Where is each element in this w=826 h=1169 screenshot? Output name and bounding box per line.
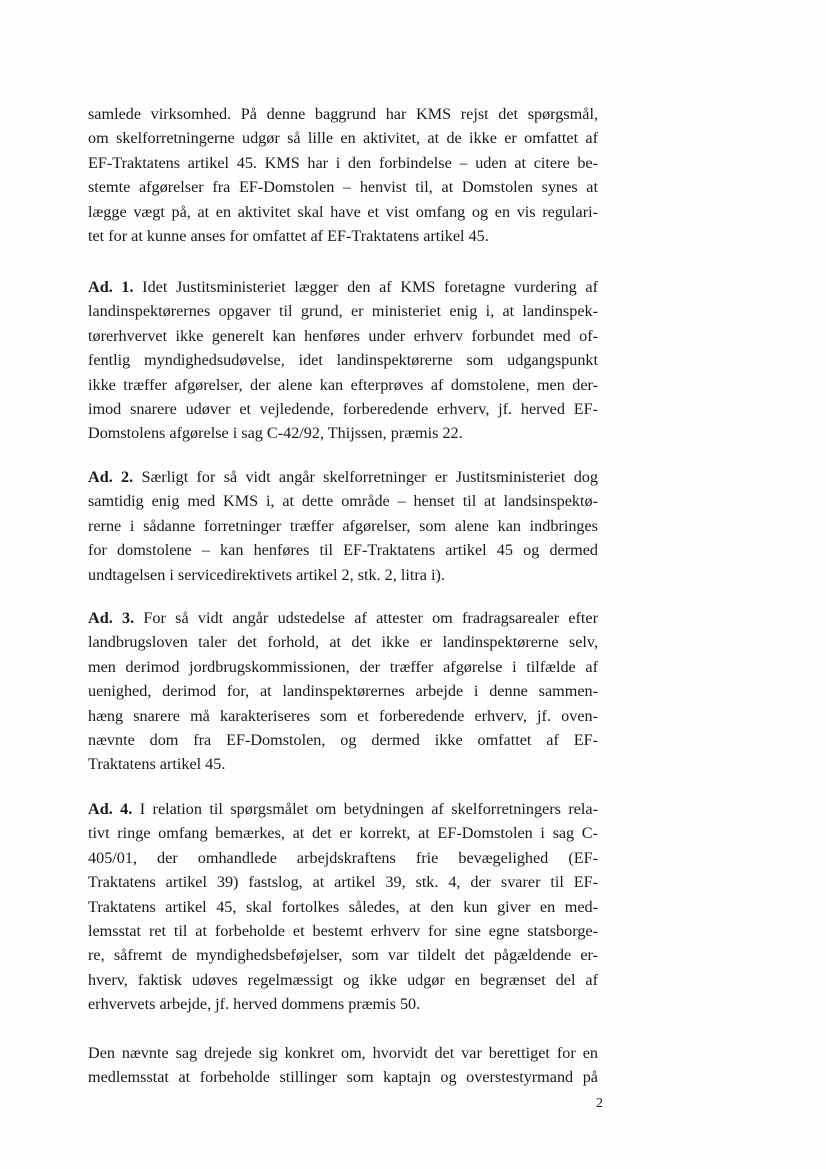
text-line: ikke træffer afgørelser, der alene kan efterprøves af domstolene, men der- [88,375,598,394]
text-line: hæng snarere må karakteriseres som et forberedende erhverv, jf. oven- [88,706,598,725]
text-line: Den nævnte sag drejede sig konkret om, hvorvidt det var berettiget for en [88,1044,598,1062]
text-line: for domstolene – kan henføres til EF-Traktatens artikel 45 og dermed [88,541,598,560]
text-line: tivt ringe omfang bemærkes, at det er korrekt, at EF-Domstolen i sag C- [88,824,598,843]
paragraph-heading: Ad. 2. [88,468,134,486]
text-line: rerne i sådanne forretninger træffer afgørelser, som alene kan indbringes [88,516,598,535]
text-line: men derimod jordbrugskommissionen, der træffer afgørelse i tilfælde af [88,657,598,676]
paragraph-heading: Ad. 3. [88,609,135,627]
text-fragment: Idet Justitsministeriet lægger den af KMS foretagne vurdering af [133,278,598,296]
text-line: re, såfremt de myndighedsbeføjelser, som var tildelt det pågældende er- [88,946,598,965]
text-line: Traktatens artikel 39) fastslog, at artikel 39, stk. 4, der svarer til EF- [88,873,598,892]
page-number: 2 [596,1096,603,1111]
paragraph-ad-4 [88,797,598,1017]
text-line: om skelforretningerne udgør så lille en aktivitet, at de ikke er omfattet af [88,129,598,148]
text-line [88,275,598,299]
text-line: 405/01, der omhandlede arbejdskraftens frie bevægelighed (EF- [88,848,598,867]
text-line: lemsstat ret til at forbeholde et bestemt erhverv for sine egne statsborge- [88,922,598,941]
text-line: samtidig enig med KMS i, at dette område – henset til at landsinspektø- [88,492,598,511]
paragraph-final [88,1041,598,1090]
paragraph-ad-3 [88,606,598,777]
text-line: uenighed, derimod for, at landinspektørernes arbejde i denne sammen- [88,682,598,701]
text-fragment: Særligt for så vidt angår skelforretninger er Justitsministeriet dog [133,468,598,486]
text-line [88,606,598,630]
text-line: stemte afgørelser fra EF-Domstolen – henvist til, at Domstolen synes at [88,178,598,197]
text-line: Traktatens artikel 45, skal fortolkes således, at den kun giver en med- [88,897,598,916]
text-line: landbrugsloven taler det forhold, at det ikke er landinspektørerne selv, [88,633,598,652]
text-line: undtagelsen i servicedirektivets artikel 2, stk. 2, litra i). [88,565,445,584]
text-line: imod snarere udøver et vejledende, forberedende erhverv, jf. herved EF- [88,400,598,419]
text-line: hverv, faktisk udøves regelmæssigt og ikke udgør en begrænset del af [88,970,598,989]
text-line: tet for at kunne anses for omfattet af EF-Traktatens artikel 45. [88,227,489,246]
text-line: tørerhvervet ikke generelt kan henføres under erhverv forbundet med of- [88,326,598,345]
text-line: lægge vægt på, at en aktivitet skal have et vist omfang og en vis regulari- [88,202,598,221]
text-line: landinspektørernes opgaver til grund, er ministeriet enig i, at landinspek- [88,302,598,321]
text-line: Traktatens artikel 45. [88,755,226,774]
text-line: Domstolens afgørelse i sag C-42/92, Thijssen, præmis 22. [88,424,463,443]
paragraph-ad-2 [88,465,598,587]
text-line [88,797,598,821]
text-fragment: I relation til spørgsmålet om betydningen af skelforretningers rela- [132,800,598,818]
text-line: fentlig myndighedsudøvelse, idet landinspektørerne som udgangspunkt [88,351,598,370]
text-line: samlede virksomhed. På denne baggrund har KMS rejst det spørgsmål, [88,105,598,123]
text-line [88,465,598,489]
paragraph-ad-1 [88,275,598,446]
text-fragment: For så vidt angår udstedelse af attester om fradragsarealer efter [134,609,598,627]
text-line: erhvervets arbejde, jf. herved dommens præmis 50. [88,995,421,1014]
paragraph-intro [88,102,598,248]
paragraph-heading: Ad. 4. [88,800,133,818]
text-line: medlemsstat at forbeholde stillinger som kaptajn og overstestyrmand på [88,1068,598,1087]
paragraph-heading: Ad. 1. [88,278,134,296]
text-line: nævnte dom fra EF-Domstolen, og dermed ikke omfattet af EF- [88,731,598,750]
text-line: EF-Traktatens artikel 45. KMS har i den forbindelse – uden at citere be- [88,153,598,172]
